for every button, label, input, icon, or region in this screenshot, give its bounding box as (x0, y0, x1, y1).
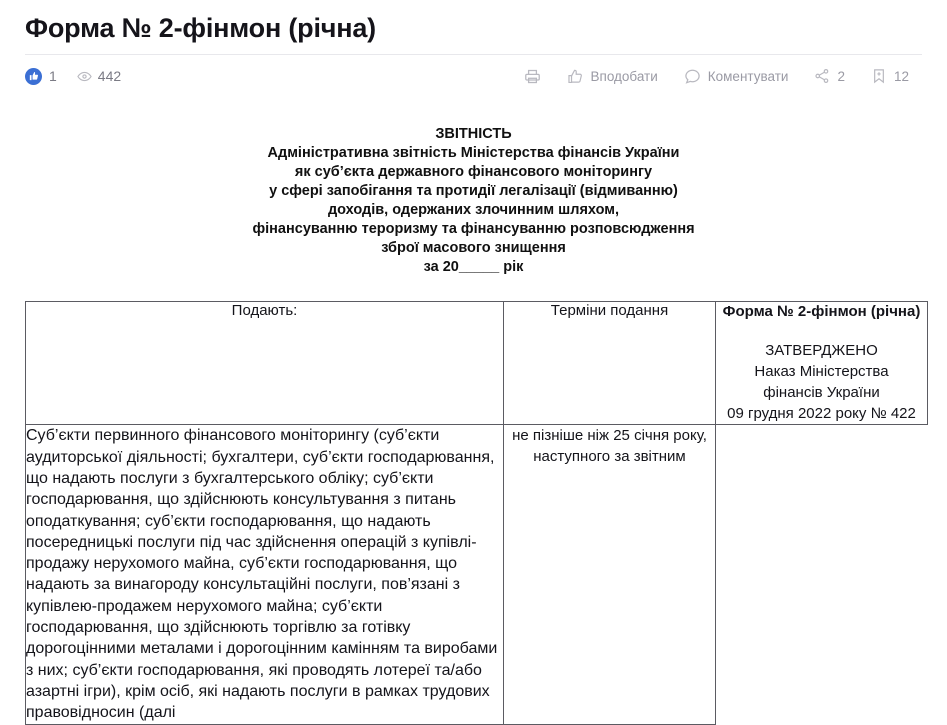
cell-deadline: не пізніше ніж 25 січня року, наступного за звітним (504, 425, 716, 724)
action-toolbar (511, 64, 923, 89)
share-button[interactable] (801, 64, 858, 88)
bookmark-plus-icon (871, 68, 887, 84)
form-name-label: Форма № 2-фінмон (річна) (722, 303, 921, 321)
print-button[interactable] (511, 64, 554, 89)
table-header-row (26, 302, 928, 425)
document-heading (0, 125, 947, 277)
approved-line-1: Наказ Міністерства (754, 363, 889, 381)
share-icon (814, 68, 830, 84)
column-header-deadline: Терміни подання (504, 302, 716, 425)
view-count: 442 (97, 68, 122, 85)
heading-line-1: ЗВІТНІСТЬ (435, 126, 512, 143)
engagement-stats (25, 68, 121, 85)
table-row (26, 425, 928, 724)
heading-line-7: зброї масового знищення (381, 240, 566, 257)
page-title: Форма № 2-фінмон (річна) (25, 13, 376, 43)
comment-bubble-icon (684, 68, 701, 85)
column-header-form-info (716, 302, 928, 425)
like-count: 1 (49, 68, 57, 85)
cell-submitters: Суб’єкти первинного фінансового моніторингу (суб’єкти аудиторської діяльності; бухгалтери, суб’єкти господарювання, що надають послуги з бухгалтерського обліку; суб’єкти господарювання, що здійснюють консультування з питань оподаткування; суб’єкти господарювання, що надають посередницькі послуги під час здійснення операцій з купівлі-продажу нерухомого майна, суб’єкти господарювання, що надають за винагороду консультаційні послуги, пов’язані з купівлею-продажем нерухомого майна; суб’єкти господарювання, що здійснюють торгівлю за готівку дорогоцінними металами і дорогоцінним камінням та виробами з них; суб’єкти господарювання, які проводять лотереї та/або азартні ігри), крім осіб, які надають послуги в рамках трудових правовідносин (далі (26, 425, 504, 724)
comment-button[interactable] (671, 64, 802, 89)
heading-line-6: фінансуванню тероризму та фінансуванню розповсюдження (252, 221, 695, 238)
heading-line-3: як суб’єкта державного фінансового моніторингу (294, 164, 653, 181)
approved-label: ЗАТВЕРДЖЕНО (765, 342, 878, 360)
column-header-submitters: Подають: (26, 302, 504, 425)
bookmark-count: 12 (893, 68, 909, 84)
thumbs-up-icon[interactable] (25, 68, 42, 85)
like-button-label: Вподобати (590, 68, 658, 84)
heading-line-4: у сфері запобігання та протидії легалізації (відмиванню) (269, 183, 678, 200)
bookmark-button[interactable] (858, 64, 922, 88)
reporting-table (25, 301, 928, 724)
approval-block (716, 340, 927, 424)
view-stat (77, 69, 121, 84)
heading-line-8: за 20_____ рік (423, 259, 524, 276)
like-button[interactable] (554, 64, 671, 89)
comment-button-label: Коментувати (707, 68, 789, 84)
page-header (0, 0, 947, 55)
document-table-container (0, 301, 947, 724)
thumbs-up-outline-icon (567, 68, 584, 85)
heading-line-2: Адміністративна звітність Міністерства фінансів України (267, 145, 680, 162)
approved-line-2: фінансів України (763, 384, 880, 402)
meta-bar (0, 55, 947, 97)
printer-icon (524, 68, 541, 85)
eye-icon (77, 69, 92, 84)
heading-line-5: доходів, одержаних злочинним шляхом, (327, 202, 620, 219)
approved-line-3: 09 грудня 2022 року № 422 (727, 405, 916, 423)
share-count: 2 (837, 68, 845, 84)
